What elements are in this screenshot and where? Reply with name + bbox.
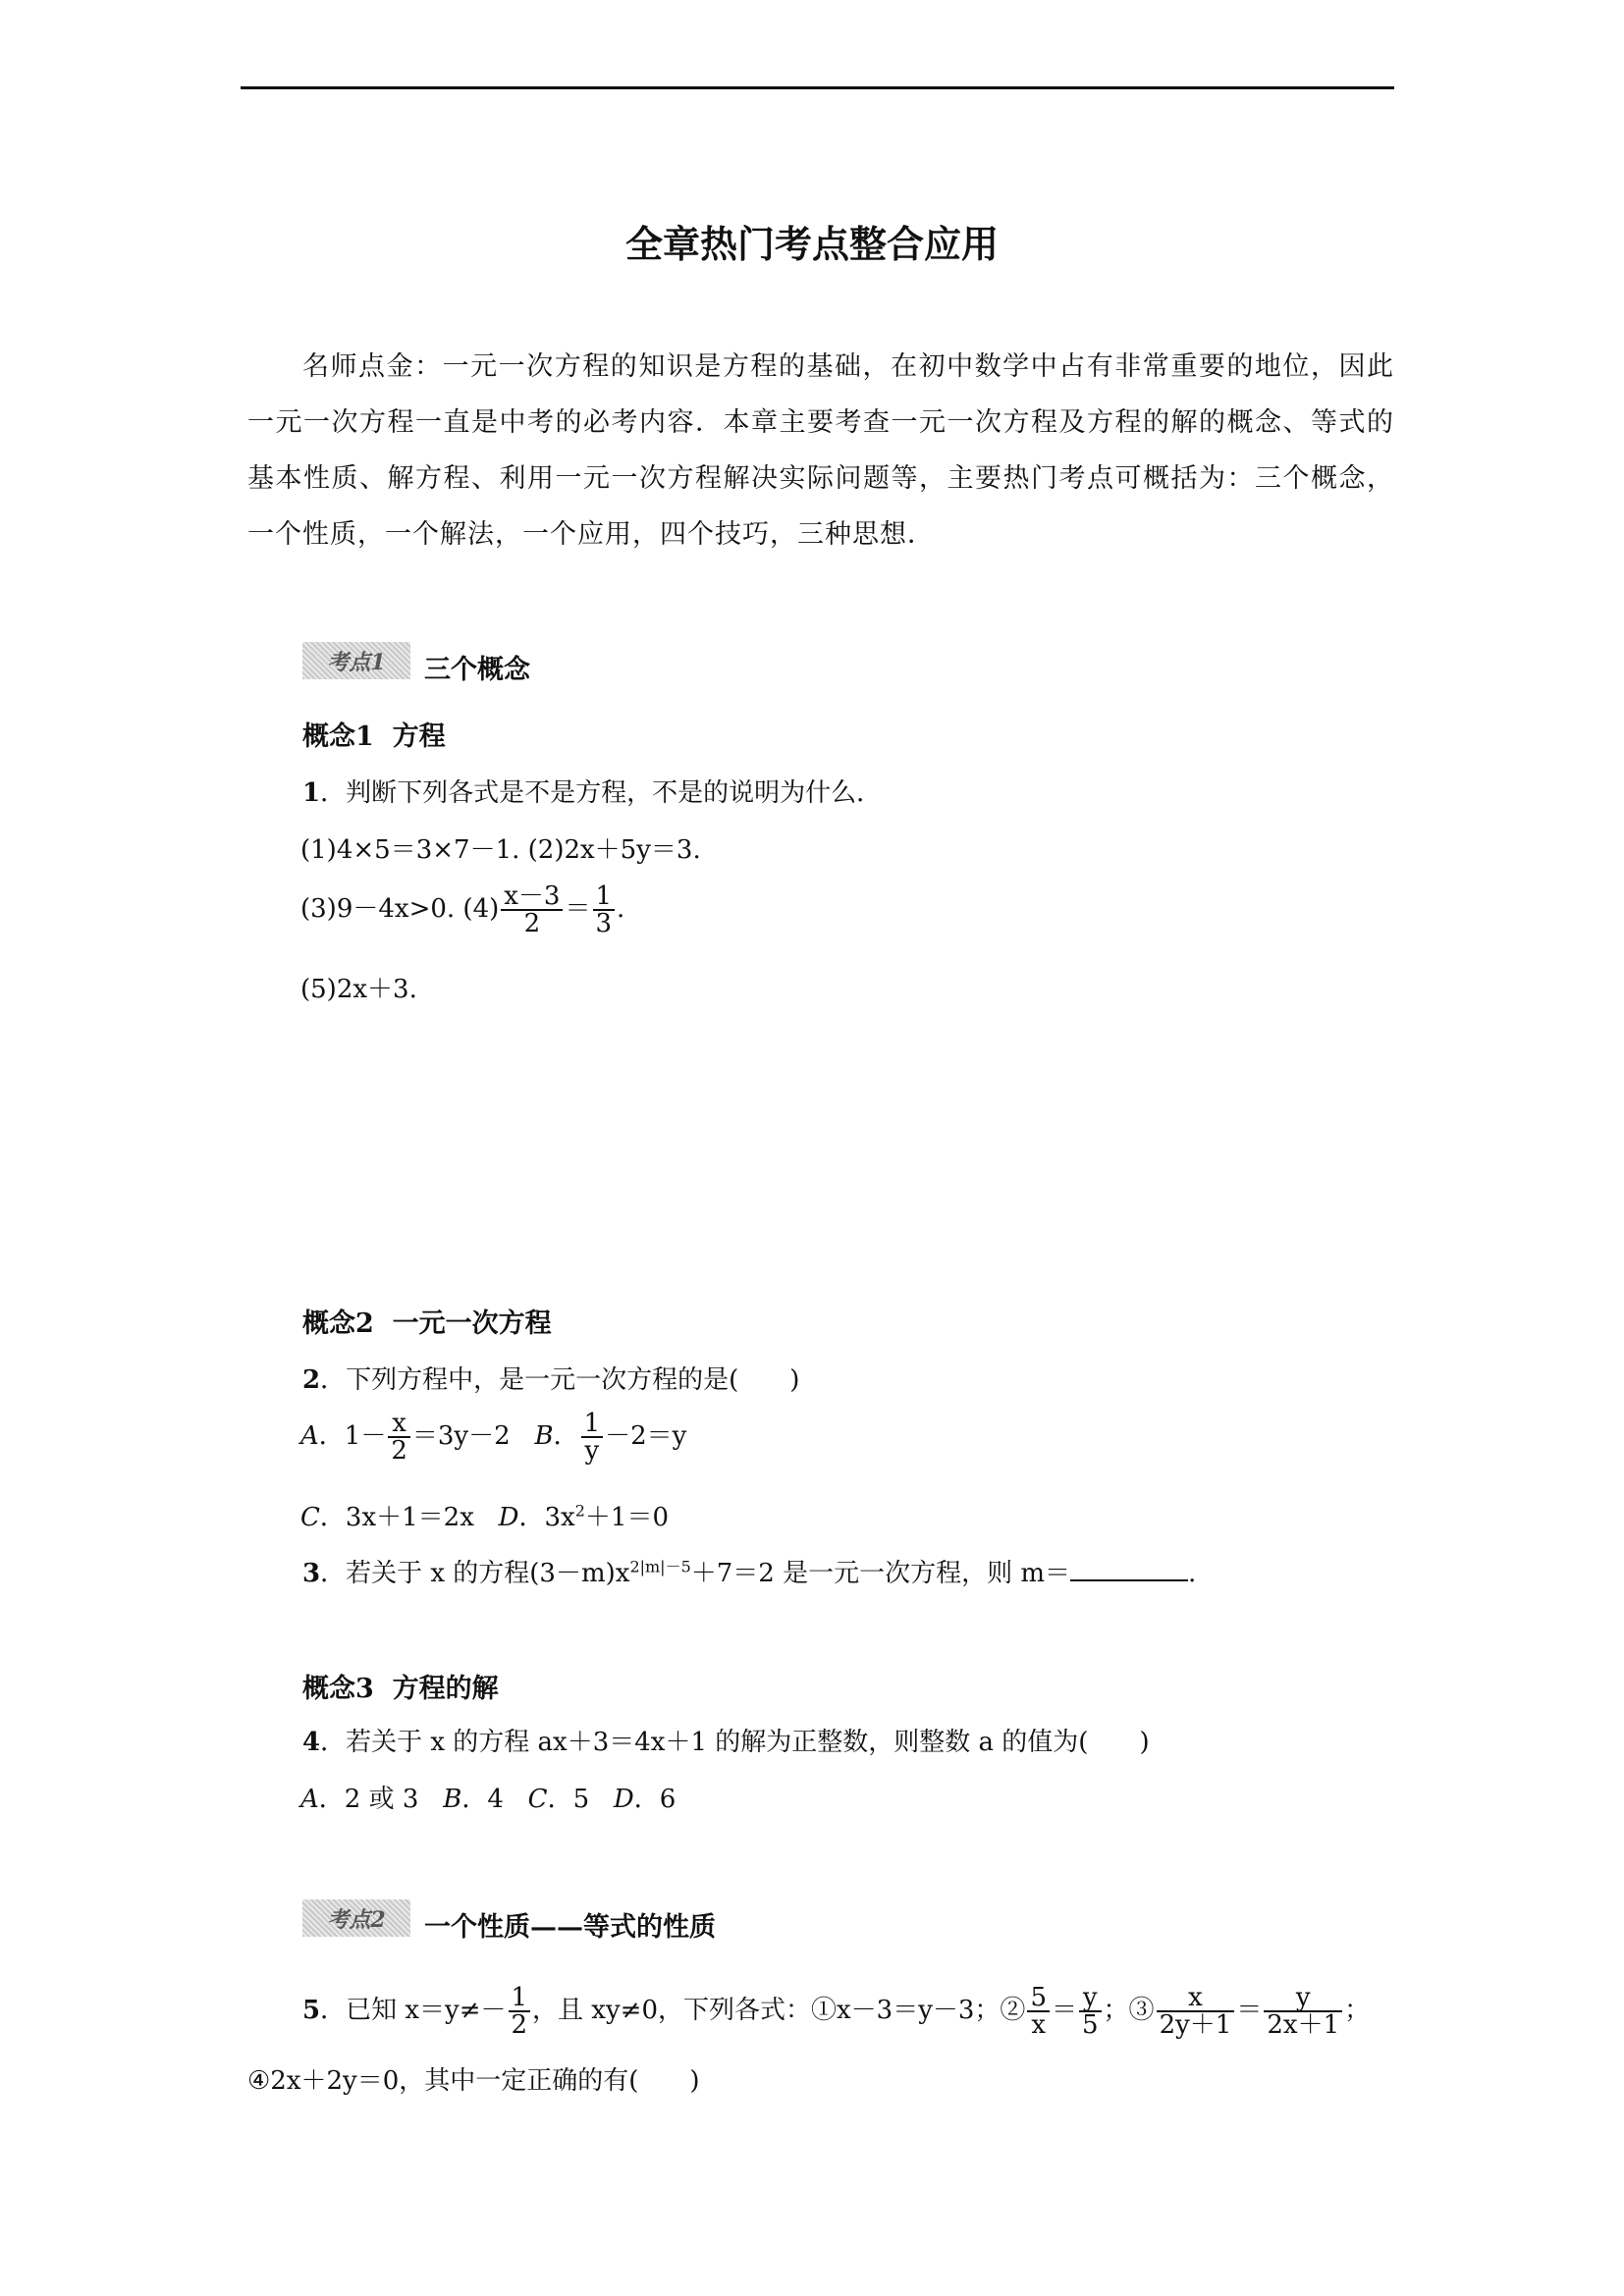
- question-3: [302, 1553, 1196, 1589]
- option-label: C: [527, 1785, 548, 1814]
- numerator: 1: [509, 1985, 531, 2012]
- text-segment: ；: [1344, 1996, 1371, 2025]
- concept-title: 方程的解: [392, 1674, 499, 1704]
- option-label: B: [443, 1785, 462, 1814]
- text-segment: ．1－: [318, 1421, 387, 1451]
- question-number: 2: [302, 1365, 321, 1395]
- concept-label: 概念1: [302, 721, 374, 752]
- question-1-line-1: (1)4×5＝3×7－1. (2)2x＋5y＝3.: [300, 835, 701, 865]
- concept-label: 概念3: [302, 1674, 374, 1704]
- text-segment: ＝: [1236, 1996, 1263, 2025]
- question-number: 4: [302, 1728, 321, 1757]
- concept-label: 概念2: [302, 1308, 374, 1339]
- question-2: [302, 1360, 799, 1396]
- option-label: D: [498, 1503, 519, 1532]
- text-segment: ．4: [461, 1785, 504, 1814]
- fraction: [1027, 1985, 1050, 2038]
- option-label: A: [300, 1421, 319, 1451]
- option-label: A: [300, 1785, 319, 1814]
- text-segment: ．已知 x＝y≠－: [320, 1996, 507, 2025]
- denominator: 2: [523, 909, 541, 938]
- superscript: 2: [574, 1501, 585, 1521]
- numerator: 1: [593, 883, 616, 911]
- question-number: 1: [302, 778, 321, 808]
- text-segment: (3)9－4x>0. (4): [300, 894, 500, 924]
- question-1-line-3: (5)2x＋3.: [300, 975, 417, 1004]
- text-segment: ＝3y－2: [411, 1421, 511, 1451]
- denominator: 2: [511, 2010, 528, 2040]
- section-title: 一个性质——等式的性质: [424, 1912, 716, 1943]
- fraction: [593, 883, 616, 936]
- question-1: [302, 773, 882, 809]
- fraction: [1264, 1985, 1342, 2038]
- numerator: x: [1157, 1985, 1235, 2012]
- fraction: [581, 1411, 604, 1464]
- text-segment: ．: [553, 1421, 579, 1451]
- fraction: [1079, 1985, 1102, 2038]
- text-segment: ．若关于 x 的方程(3－m)x: [320, 1559, 630, 1588]
- denominator: 2: [391, 1436, 407, 1466]
- numerator: x－3: [501, 883, 563, 911]
- concept-heading: [302, 1667, 499, 1705]
- page-title: 全章热门考点整合应用: [624, 222, 999, 266]
- text-segment: －2＝y: [605, 1421, 687, 1451]
- denominator: 3: [595, 909, 613, 938]
- numerator: 1: [581, 1411, 604, 1438]
- answer-blank[interactable]: [1070, 1558, 1188, 1581]
- question-stem: ．若关于 x 的方程 ax＋3＝4x＋1 的解为正整数，则整数 a 的值为( ): [320, 1728, 1150, 1757]
- fraction: [501, 883, 563, 936]
- text-segment: ．3x＋1＝2x: [319, 1503, 474, 1532]
- concept-heading: [302, 715, 446, 753]
- numerator: 5: [1027, 1985, 1050, 2012]
- text-segment: .: [617, 894, 625, 924]
- superscript: 2|m|－5: [629, 1557, 691, 1576]
- numerator: y: [1079, 1985, 1102, 2012]
- question-5: [302, 1985, 1370, 2038]
- concept-title: 方程: [392, 721, 446, 752]
- section-title: 三个概念: [424, 655, 530, 685]
- denominator: 2y＋1: [1159, 2010, 1232, 2040]
- section-badge: 考点2: [302, 1899, 410, 1937]
- denominator: y: [584, 1436, 600, 1466]
- concept-heading: [302, 1302, 552, 1340]
- option-label: D: [613, 1785, 634, 1814]
- denominator: 5: [1082, 2010, 1099, 2040]
- question-stem: ．判断下列各式是不是方程，不是的说明为什么．: [320, 778, 883, 808]
- text-segment: ＋1＝0: [584, 1503, 670, 1532]
- denominator: x: [1031, 2010, 1047, 2040]
- text-segment: ＋7＝2 是一元一次方程，则 m＝: [690, 1559, 1071, 1588]
- denominator: 2x＋1: [1267, 2010, 1340, 2040]
- question-number: 3: [302, 1559, 321, 1588]
- option-label: C: [300, 1503, 320, 1532]
- text-segment: ．3x: [518, 1503, 575, 1532]
- section-badge: 考点1: [302, 642, 410, 679]
- header-rule: [241, 86, 1394, 89]
- text-segment: ．2 或 3: [318, 1785, 419, 1814]
- numerator: x: [388, 1411, 410, 1438]
- question-stem: ．下列方程中，是一元一次方程的是( ): [320, 1365, 800, 1395]
- text-segment: ．5: [547, 1785, 590, 1814]
- text-segment: ，且 xy≠0，下列各式：①x－3＝y－3；②: [532, 1996, 1026, 2025]
- question-number: 5: [302, 1996, 321, 2025]
- concept-title: 一元一次方程: [392, 1308, 552, 1339]
- fraction: [509, 1985, 531, 2038]
- question-2-options-ab: [300, 1411, 686, 1464]
- text-segment: ＝: [1051, 1996, 1077, 2025]
- fraction: [1157, 1985, 1235, 2038]
- text-segment: ＝: [565, 894, 591, 924]
- text-segment: ．6: [633, 1785, 677, 1814]
- question-2-options-cd: [300, 1497, 669, 1533]
- question-4: [302, 1722, 1150, 1758]
- text-segment: .: [1188, 1559, 1197, 1588]
- option-label: B: [534, 1421, 554, 1451]
- question-4-options: [300, 1779, 676, 1815]
- text-segment: ；③: [1103, 1996, 1155, 2025]
- numerator: y: [1264, 1985, 1342, 2012]
- intro-paragraph: 名师点金：一元一次方程的知识是方程的基础，在初中数学中占有非常重要的地位，因此一元一次方程一直是中考的必考内容．本章主要考查一元一次方程及方程的解的概念、等式的基本性质、解方程、利用一元一次方程解决实际问题等，主要热门考点可概括为：三个概念，一个性质，一个解法，一个应用，四个技巧，三种思想．: [247, 351, 1394, 550]
- fraction: [388, 1411, 410, 1464]
- question-1-line-2: [300, 883, 624, 936]
- question-5-line-2: ④2x＋2y＝0，其中一定正确的有( ): [247, 2066, 700, 2096]
